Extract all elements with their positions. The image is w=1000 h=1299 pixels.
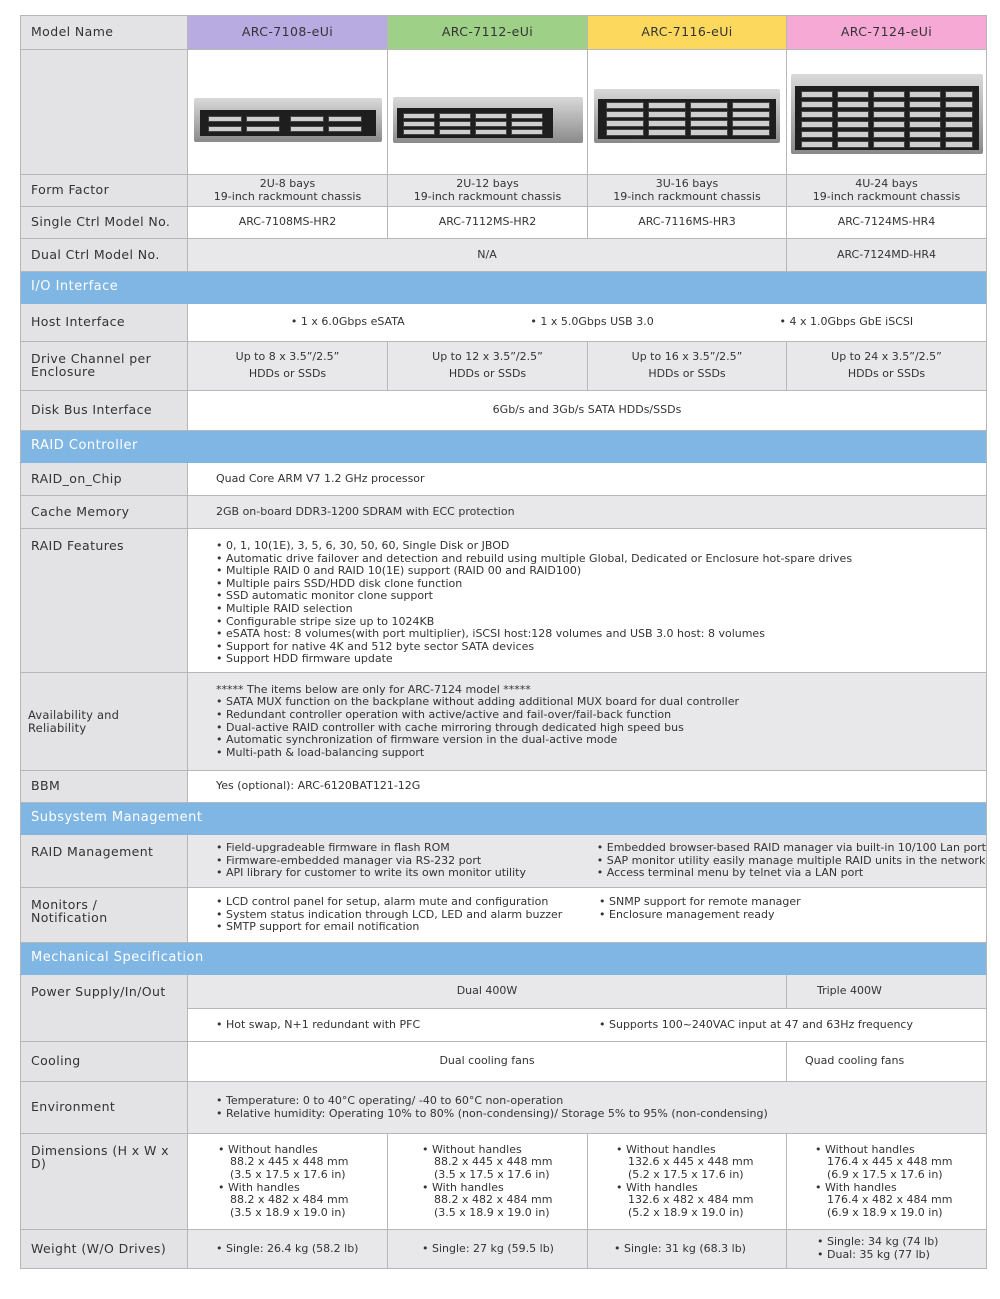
host-interface-iscsi: • 4 x 1.0Gbps GbE iSCSI [779,316,913,329]
host-interface-usb: • 1 x 5.0Gbps USB 3.0 [530,316,653,329]
weight-row [21,1230,987,1269]
host-interface-label: Host Interface [21,304,188,342]
section-io-interface [21,272,987,304]
weight-7112: • Single: 27 kg (59.5 lb) [388,1230,588,1269]
drive-channel-7112: Up to 12 x 3.5”/2.5” HDDs or SSDs [388,342,588,391]
list-item: • Relative humidity: Operating 10% to 80% (non-condensing)/ Storage 5% to 95% (non-condensing) [216,1108,986,1121]
section-title-mechanical: Mechanical Specification [21,943,987,975]
weight-7108: • Single: 26.4 kg (58.2 lb) [188,1230,388,1269]
cache-memory-label: Cache Memory [21,496,188,529]
host-interface-esata: • 1 x 6.0Gbps eSATA [291,316,405,329]
list-item: • Firmware-embedded manager via RS-232 port [216,855,601,868]
monitors-right-list [599,896,986,921]
environment-values [188,1082,987,1134]
cooling-row [21,1042,987,1082]
raid-management-label: RAID Management [21,835,188,888]
dual-ctrl-label: Dual Ctrl Model No. [21,239,188,272]
raid-management-left-list [216,842,601,880]
power-supply-row [21,975,987,1009]
cooling-quad: Quad cooling fans [787,1042,987,1082]
product-image-7124 [787,50,987,175]
drive-channel-row [21,342,987,391]
product-image-row [21,50,987,175]
section-raid-controller [21,431,987,463]
list-item: • SNMP support for remote manager [599,896,986,909]
single-ctrl-7108: ARC-7108MS-HR2 [188,207,388,239]
dimensions-7108: • Without handles 88.2 x 445 x 448 mm (3.5 x 17.5 x 17.6 in) • With handles 88.2 x 482 x 484 mm (3.5 x 18.9 x 19.0 in) [188,1134,388,1230]
list-item: • API library for customer to write its own monitor utility [216,867,601,880]
power-details [188,1009,987,1042]
model-header-7108: ARC-7108-eUi [188,16,388,50]
list-item: • 0, 1, 10(1E), 3, 5, 6, 30, 50, 60, Single Disk or JBOD [216,540,986,553]
list-item: • Field-upgradeable firmware in flash ROM [216,842,601,855]
list-item: • Multiple pairs SSD/HDD disk clone function [216,578,986,591]
list-item: • SMTP support for email notification [216,921,603,934]
single-ctrl-row [21,207,987,239]
section-title-io: I/O Interface [21,272,987,304]
single-ctrl-7124: ARC-7124MS-HR4 [787,207,987,239]
section-mechanical-specification [21,943,987,975]
list-item: • Multiple RAID 0 and RAID 10(1E) support (RAID 00 and RAID100) [216,565,986,578]
monitors-row [21,888,987,943]
bbm-value: Yes (optional): ARC-6120BAT121-12G [188,771,987,803]
form-factor-row [21,175,987,207]
disk-bus-label: Disk Bus Interface [21,391,188,431]
form-factor-7124: 4U-24 bays 19-inch rackmount chassis [787,175,987,207]
rackmount-chassis-image [194,82,382,142]
form-factor-7108: 2U-8 bays 19-inch rackmount chassis [188,175,388,207]
list-item: • Multi-path & load-balancing support [216,747,986,760]
monitors-label: Monitors / Notification [21,888,188,943]
list-item: • SAP monitor utility easily manage multiple RAID units in the network [597,855,986,868]
list-item: • Automatic drive failover and detection and rebuild using multiple Global, Dedicated or Enclosure hot-spare drives [216,553,986,566]
list-item: • Automatic synchronization of firmware version in the dual-active mode [216,734,986,747]
section-title-subsystem: Subsystem Management [21,803,987,835]
rackmount-chassis-image [393,81,583,143]
monitors-values [188,888,987,943]
raid-features-list [216,540,986,666]
spec-sheet [20,15,986,1269]
list-item: • Embedded browser-based RAID manager via built-in 10/100 Lan port [597,842,986,855]
model-header-7112: ARC-7112-eUi [388,16,588,50]
single-ctrl-7112: ARC-7112MS-HR2 [388,207,588,239]
raid-management-row [21,835,987,888]
form-factor-label: Form Factor [21,175,188,207]
host-interface-row [21,304,987,342]
power-triple: Triple 400W [787,975,987,1009]
model-header-7124: ARC-7124-eUi [787,16,987,50]
drive-channel-7108: Up to 8 x 3.5”/2.5” HDDs or SSDs [188,342,388,391]
spec-table [20,15,987,1269]
dimensions-label: Dimensions (H x W x D) [21,1134,188,1230]
raid-on-chip-value: Quad Core ARM V7 1.2 GHz processor [188,463,987,496]
rackmount-chassis-image [791,70,983,154]
availability-values [188,673,987,771]
power-dual: Dual 400W [188,975,787,1009]
dimensions-row [21,1134,987,1230]
availability-list [216,696,986,759]
bbm-row [21,771,987,803]
dual-ctrl-na: N/A [188,239,787,272]
list-item: • LCD control panel for setup, alarm mute and configuration [216,896,603,909]
cooling-dual: Dual cooling fans [188,1042,787,1082]
cooling-label: Cooling [21,1042,188,1082]
availability-note: ***** The items below are only for ARC-7124 model ***** [216,682,531,696]
bbm-label: BBM [21,771,188,803]
section-title-raid: RAID Controller [21,431,987,463]
weight-7116: • Single: 31 kg (68.3 lb) [588,1230,787,1269]
product-image-7112 [388,50,588,175]
list-item: • Enclosure management ready [599,909,986,922]
dual-ctrl-7124: ARC-7124MD-HR4 [787,239,987,272]
availability-row [21,673,987,771]
list-item: • eSATA host: 8 volumes(with port multiplier), iSCSI host:128 volumes and USB 3.0 host: 8 volumes [216,628,986,641]
raid-management-values [188,835,987,888]
list-item: • System status indication through LCD, LED and alarm buzzer [216,909,603,922]
list-item: • Support HDD firmware update [216,653,986,666]
power-left: • Hot swap, N+1 redundant with PFC [216,1019,603,1032]
raid-management-right-list [597,842,986,880]
raid-features-label: RAID Features [21,529,188,673]
list-item: • Support for native 4K and 512 byte sector SATA devices [216,641,986,654]
model-header-7116: ARC-7116-eUi [588,16,787,50]
monitors-left-list [216,896,603,934]
dimensions-7116: • Without handles 132.6 x 445 x 448 mm (5.2 x 17.5 x 17.6 in) • With handles 132.6 x 482 x 484 mm (5.2 x 18.9 x 19.0 in) [588,1134,787,1230]
model-name-label: Model Name [21,16,188,50]
host-interface-values [188,304,987,342]
power-right: • Supports 100~240VAC input at 47 and 63Hz frequency [599,1019,986,1032]
single-ctrl-label: Single Ctrl Model No. [21,207,188,239]
raid-on-chip-row [21,463,987,496]
disk-bus-value: 6Gb/s and 3Gb/s SATA HDDs/SSDs [188,391,987,431]
list-item: • Multiple RAID selection [216,603,986,616]
cache-memory-row [21,496,987,529]
section-subsystem-management [21,803,987,835]
list-item: • SATA MUX function on the backplane without adding additional MUX board for dual controller [216,696,986,709]
list-item: • SSD automatic monitor clone support [216,590,986,603]
drive-channel-7116: Up to 16 x 3.5”/2.5” HDDs or SSDs [588,342,787,391]
weight-label: Weight (W/O Drives) [21,1230,188,1269]
weight-7124: • Single: 34 kg (74 lb) • Dual: 35 kg (77 lb) [787,1230,987,1269]
list-item: • Temperature: 0 to 40°C operating/ -40 to 60°C non-operation [216,1095,986,1108]
cache-memory-value: 2GB on-board DDR3-1200 SDRAM with ECC protection [188,496,987,529]
disk-bus-row [21,391,987,431]
power-supply-label: Power Supply/In/Out [21,975,188,1042]
form-factor-7112: 2U-12 bays 19-inch rackmount chassis [388,175,588,207]
raid-features-row [21,529,987,673]
drive-channel-7124: Up to 24 x 3.5”/2.5” HDDs or SSDs [787,342,987,391]
raid-on-chip-label: RAID_on_Chip [21,463,188,496]
list-item: • Configurable stripe size up to 1024KB [216,616,986,629]
rackmount-chassis-image [594,81,780,143]
drive-channel-label: Drive Channel per Enclosure [21,342,188,391]
image-label-cell [21,50,188,175]
model-name-row [21,16,987,50]
product-image-7108 [188,50,388,175]
single-ctrl-7116: ARC-7116MS-HR3 [588,207,787,239]
raid-features-values [188,529,987,673]
list-item: • Redundant controller operation with active/active and fail-over/fail-back function [216,709,986,722]
dimensions-7112: • Without handles 88.2 x 445 x 448 mm (3.5 x 17.5 x 17.6 in) • With handles 88.2 x 482 x 484 mm (3.5 x 18.9 x 19.0 in) [388,1134,588,1230]
dual-ctrl-row [21,239,987,272]
form-factor-7116: 3U-16 bays 19-inch rackmount chassis [588,175,787,207]
environment-row [21,1082,987,1134]
product-image-7116 [588,50,787,175]
availability-label: Availability and Reliability [21,673,188,771]
list-item: • Dual-active RAID controller with cache mirroring through dedicated high speed bus [216,722,986,735]
dimensions-7124: • Without handles 176.4 x 445 x 448 mm (6.9 x 17.5 x 17.6 in) • With handles 176.4 x 482 x 484 mm (6.9 x 18.9 x 19.0 in) [787,1134,987,1230]
environment-label: Environment [21,1082,188,1134]
list-item: • Access terminal menu by telnet via a LAN port [597,867,986,880]
